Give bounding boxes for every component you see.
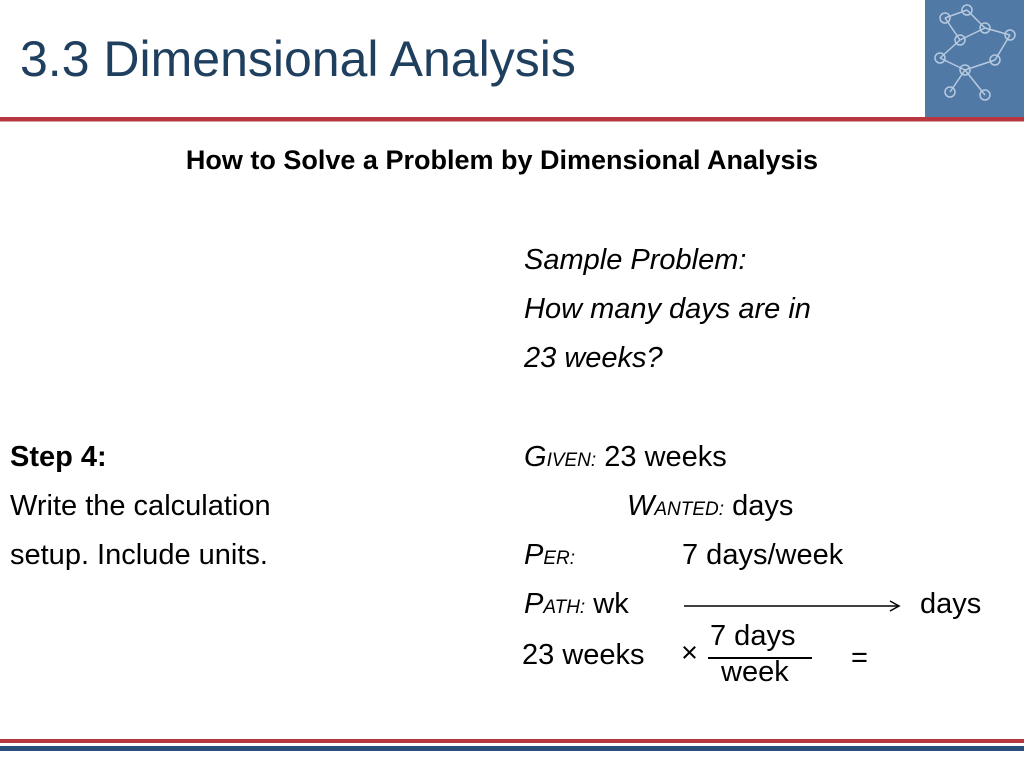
wanted-row — [627, 490, 793, 523]
step-text-line2: setup. Include units. — [10, 539, 268, 571]
calc-equals-sign: = — [851, 642, 868, 674]
conversion-factor-denominator: week — [721, 656, 789, 688]
path-arrow-icon — [684, 596, 904, 616]
path-to-unit: days — [920, 588, 982, 620]
per-label-cap: P — [524, 539, 544, 571]
step-text-line1: Write the calculation — [10, 490, 271, 522]
wanted-label-rest: ANTED: — [654, 499, 725, 520]
calc-times-sign: × — [681, 637, 698, 669]
step-label: Step 4: — [10, 441, 107, 473]
path-label-cap: P — [524, 588, 544, 620]
path-row — [524, 588, 629, 621]
slide-subtitle: How to Solve a Problem by Dimensional Analysis — [185, 145, 819, 175]
bottom-divider-red — [0, 739, 1024, 743]
given-label-cap: G — [524, 441, 547, 473]
given-value: 23 weeks — [604, 441, 727, 473]
wanted-label-cap: W — [627, 490, 655, 522]
calc-start-value: 23 weeks — [522, 639, 645, 671]
molecule-icon — [925, 0, 1024, 120]
sample-problem-line2: 23 weeks? — [524, 342, 663, 374]
given-row — [524, 441, 727, 474]
per-value: 7 days/week — [682, 539, 844, 571]
bottom-divider-blue — [0, 746, 1024, 751]
slide-title: 3.3 Dimensional Analysis — [20, 31, 576, 87]
molecule-decoration-image — [925, 0, 1024, 120]
per-label — [524, 539, 575, 572]
per-label-rest: ER: — [543, 548, 576, 569]
sample-problem-heading: Sample Problem: — [524, 244, 747, 276]
sample-problem-line1: How many days are in — [524, 293, 811, 325]
top-divider-shadow — [0, 121, 1024, 122]
path-from-unit: wk — [593, 588, 629, 620]
wanted-value: days — [732, 490, 794, 522]
given-label-rest: IVEN: — [546, 450, 597, 471]
conversion-factor-numerator: 7 days — [710, 620, 796, 652]
path-label-rest: ATH: — [543, 597, 586, 618]
